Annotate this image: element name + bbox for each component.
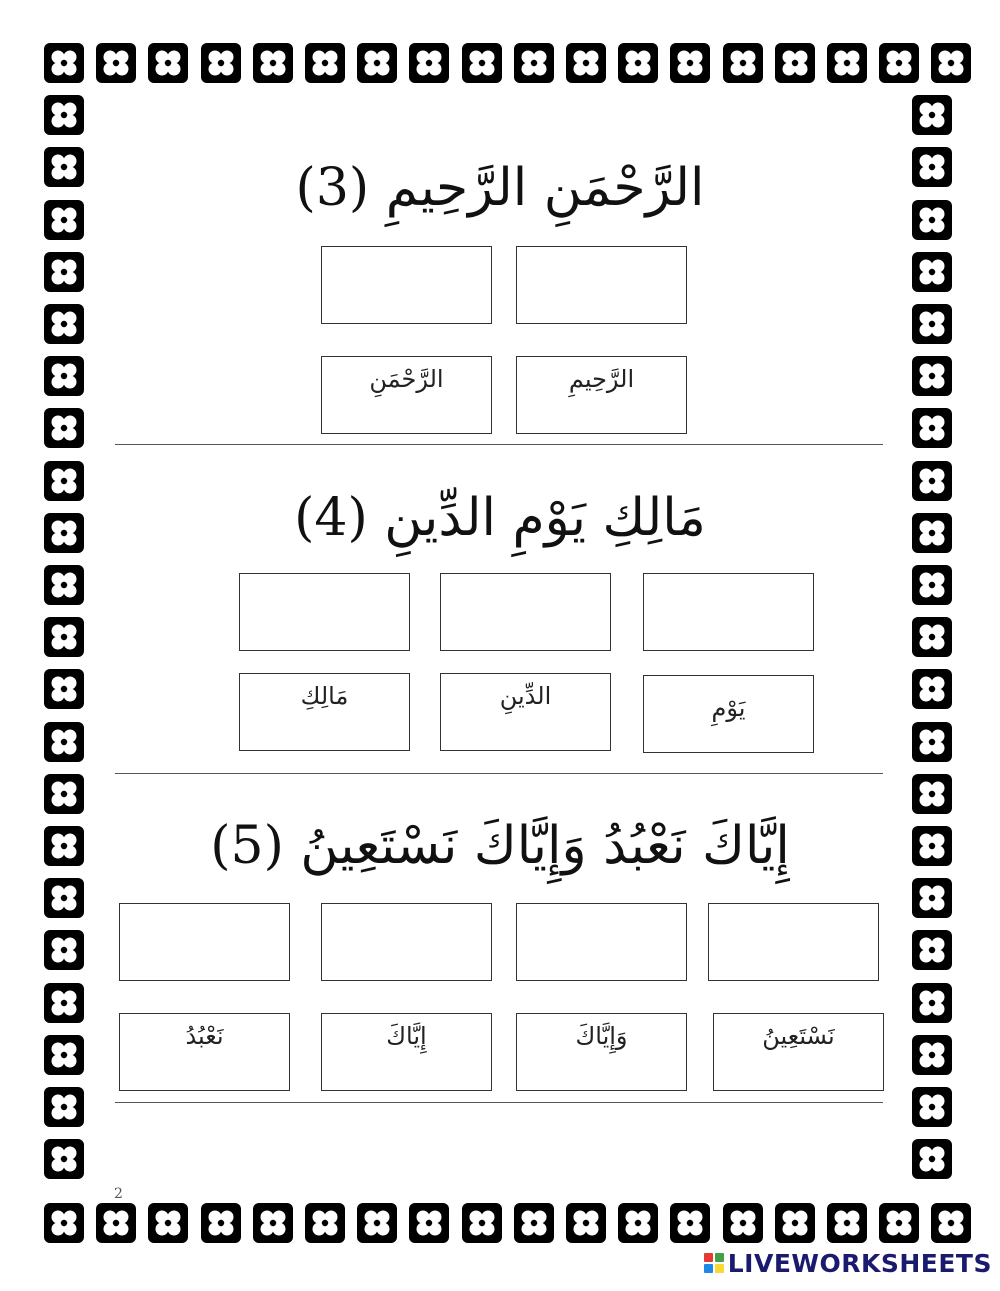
border-flower-icon bbox=[827, 1203, 867, 1243]
page-number: 2 bbox=[114, 1186, 123, 1202]
border-flower-icon bbox=[462, 43, 502, 83]
border-flower-icon bbox=[775, 43, 815, 83]
border-flower-icon bbox=[912, 252, 952, 292]
answer-box[interactable] bbox=[708, 903, 879, 981]
border-flower-icon bbox=[201, 43, 241, 83]
border-flower-icon bbox=[253, 1203, 293, 1243]
border-flower-icon bbox=[566, 43, 606, 83]
border-flower-icon bbox=[44, 252, 84, 292]
border-flower-icon bbox=[879, 1203, 919, 1243]
border-flower-icon bbox=[44, 826, 84, 866]
border-flower-icon bbox=[44, 200, 84, 240]
border-flower-icon bbox=[44, 878, 84, 918]
word-card[interactable] bbox=[239, 673, 410, 751]
word-card-label: نَعْبُدُ bbox=[185, 1022, 224, 1050]
border-flower-icon bbox=[409, 43, 449, 83]
border-flower-icon bbox=[44, 408, 84, 448]
border-flower-icon bbox=[44, 983, 84, 1023]
border-flower-icon bbox=[912, 1035, 952, 1075]
border-flower-icon bbox=[775, 1203, 815, 1243]
border-flower-icon bbox=[670, 43, 710, 83]
answer-box[interactable] bbox=[516, 246, 687, 324]
answer-box[interactable] bbox=[643, 573, 814, 651]
answer-box[interactable] bbox=[239, 573, 410, 651]
border-flower-icon bbox=[44, 722, 84, 762]
border-flower-icon bbox=[723, 43, 763, 83]
border-flower-icon bbox=[44, 1139, 84, 1179]
border-flower-icon bbox=[912, 983, 952, 1023]
border-flower-icon bbox=[912, 669, 952, 709]
border-flower-icon bbox=[912, 565, 952, 605]
word-card[interactable] bbox=[440, 673, 611, 751]
border-flower-icon bbox=[912, 774, 952, 814]
border-flower-icon bbox=[912, 878, 952, 918]
liveworksheets-watermark bbox=[704, 1249, 992, 1277]
border-flower-icon bbox=[44, 565, 84, 605]
word-card-label: مَالِكِ bbox=[300, 682, 349, 710]
border-flower-icon bbox=[44, 147, 84, 187]
border-flower-icon bbox=[618, 1203, 658, 1243]
border-flower-icon bbox=[912, 1087, 952, 1127]
border-flower-icon bbox=[44, 513, 84, 553]
word-card-label: يَوْمِ bbox=[711, 694, 746, 722]
border-flower-icon bbox=[305, 43, 345, 83]
border-flower-icon bbox=[305, 1203, 345, 1243]
border-flower-icon bbox=[566, 1203, 606, 1243]
border-flower-icon bbox=[148, 43, 188, 83]
answer-box[interactable] bbox=[321, 246, 492, 324]
word-card[interactable] bbox=[516, 1013, 687, 1091]
border-flower-icon bbox=[201, 1203, 241, 1243]
border-flower-icon bbox=[912, 95, 952, 135]
word-card[interactable] bbox=[516, 356, 687, 434]
border-flower-icon bbox=[514, 1203, 554, 1243]
answer-box[interactable] bbox=[440, 573, 611, 651]
liveworksheets-logo-icon bbox=[704, 1253, 724, 1273]
border-flower-icon bbox=[253, 43, 293, 83]
border-flower-icon bbox=[514, 43, 554, 83]
divider bbox=[115, 1102, 883, 1103]
word-card-label: نَسْتَعِينُ bbox=[762, 1022, 835, 1050]
border-flower-icon bbox=[462, 1203, 502, 1243]
word-card-label: إِيَّاكَ bbox=[386, 1022, 427, 1050]
border-flower-icon bbox=[931, 1203, 971, 1243]
word-card-label: الدِّينِ bbox=[499, 682, 552, 710]
border-flower-icon bbox=[44, 1035, 84, 1075]
border-flower-icon bbox=[357, 1203, 397, 1243]
border-flower-icon bbox=[44, 1087, 84, 1127]
answer-box[interactable] bbox=[119, 903, 290, 981]
border-flower-icon bbox=[912, 1139, 952, 1179]
border-flower-icon bbox=[44, 356, 84, 396]
verse-5: إِيَّاكَ نَعْبُدُ وَإِيَّاكَ نَسْتَعِينُ (5) bbox=[210, 816, 790, 876]
border-flower-icon bbox=[931, 43, 971, 83]
word-card-label: الرَّحِيمِ bbox=[568, 365, 635, 393]
border-flower-icon bbox=[44, 930, 84, 970]
border-flower-icon bbox=[44, 461, 84, 501]
word-card[interactable] bbox=[713, 1013, 884, 1091]
border-flower-icon bbox=[44, 774, 84, 814]
border-flower-icon bbox=[44, 617, 84, 657]
border-flower-icon bbox=[912, 513, 952, 553]
border-flower-icon bbox=[879, 43, 919, 83]
verse-4: مَالِكِ يَوْمِ الدِّينِ (4) bbox=[294, 488, 706, 548]
border-flower-icon bbox=[723, 1203, 763, 1243]
word-card[interactable] bbox=[643, 675, 814, 753]
border-flower-icon bbox=[912, 356, 952, 396]
answer-box[interactable] bbox=[516, 903, 687, 981]
border-flower-icon bbox=[44, 1203, 84, 1243]
border-flower-icon bbox=[409, 1203, 449, 1243]
word-card[interactable] bbox=[119, 1013, 290, 1091]
watermark-text: LIVEWORKSHEETS bbox=[727, 1248, 992, 1278]
border-flower-icon bbox=[912, 930, 952, 970]
border-flower-icon bbox=[670, 1203, 710, 1243]
divider bbox=[115, 444, 883, 445]
border-flower-icon bbox=[912, 722, 952, 762]
border-flower-icon bbox=[912, 147, 952, 187]
border-flower-icon bbox=[44, 43, 84, 83]
border-flower-icon bbox=[912, 408, 952, 448]
border-flower-icon bbox=[912, 461, 952, 501]
border-flower-icon bbox=[44, 304, 84, 344]
answer-box[interactable] bbox=[321, 903, 492, 981]
border-flower-icon bbox=[912, 200, 952, 240]
divider bbox=[115, 773, 883, 774]
word-card[interactable] bbox=[321, 356, 492, 434]
border-flower-icon bbox=[912, 826, 952, 866]
border-flower-icon bbox=[827, 43, 867, 83]
border-flower-icon bbox=[618, 43, 658, 83]
border-flower-icon bbox=[357, 43, 397, 83]
border-flower-icon bbox=[912, 304, 952, 344]
word-card-label: الرَّحْمَنِ bbox=[369, 365, 444, 393]
border-flower-icon bbox=[148, 1203, 188, 1243]
border-flower-icon bbox=[44, 669, 84, 709]
border-flower-icon bbox=[96, 1203, 136, 1243]
word-card[interactable] bbox=[321, 1013, 492, 1091]
border-flower-icon bbox=[44, 95, 84, 135]
border-flower-icon bbox=[912, 617, 952, 657]
border-flower-icon bbox=[96, 43, 136, 83]
verse-3: الرَّحْمَنِ الرَّحِيمِ (3) bbox=[295, 158, 705, 218]
word-card-label: وَإِيَّاكَ bbox=[575, 1022, 628, 1050]
